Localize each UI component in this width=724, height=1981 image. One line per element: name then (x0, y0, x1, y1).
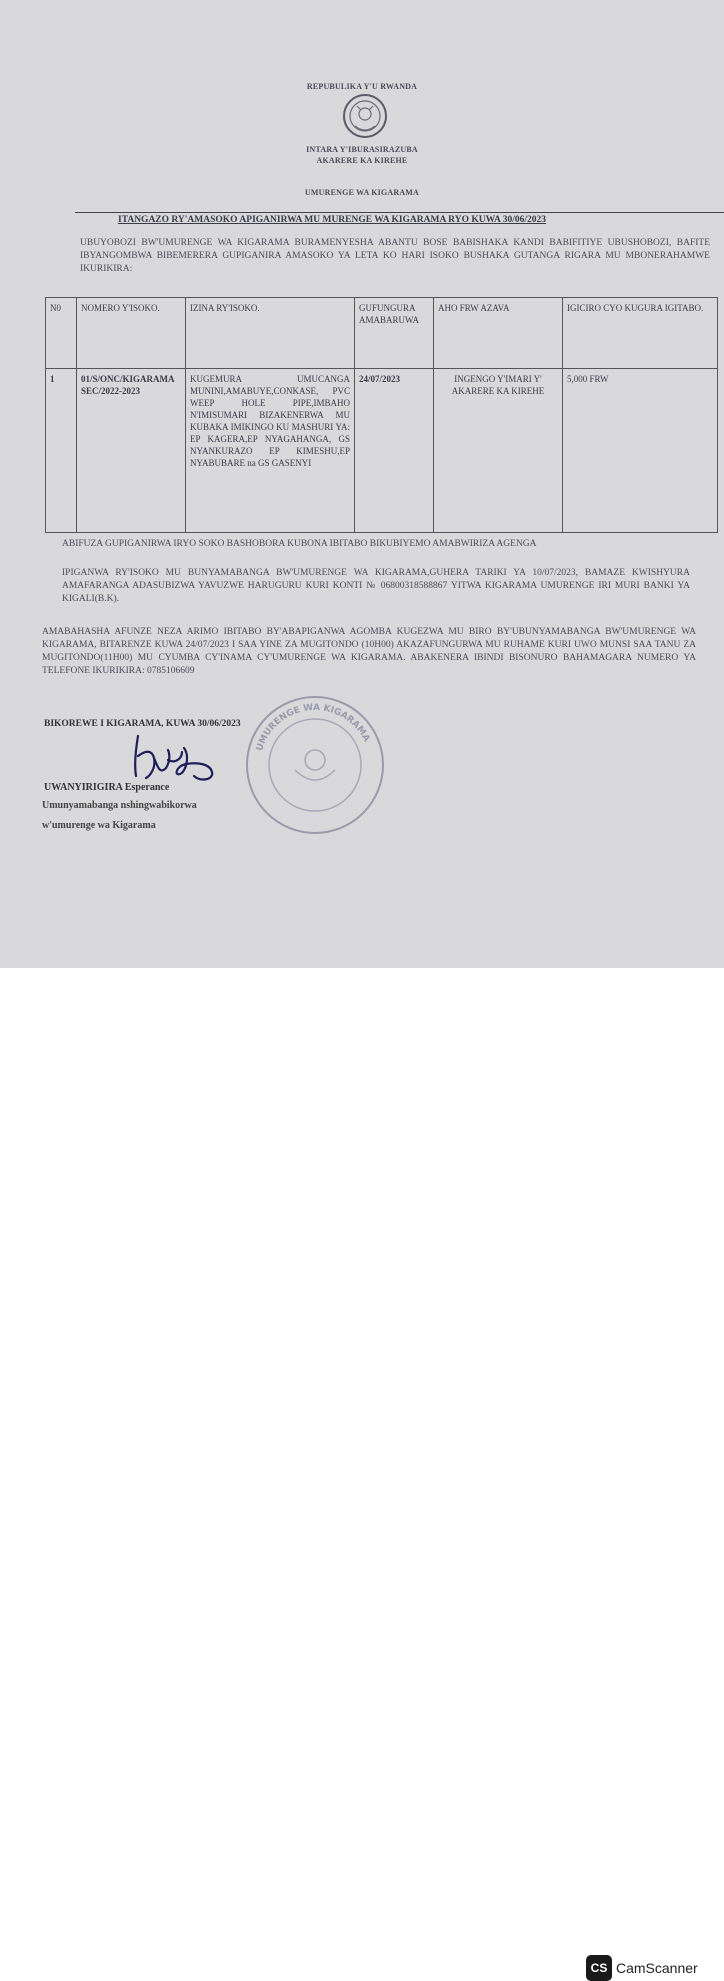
cell-no: 1 (46, 369, 77, 533)
col-header-tender-number: NOMERO Y'ISOKO. (77, 298, 186, 369)
camscanner-brand: CamScanner (616, 1960, 698, 1976)
intro-paragraph: UBUYOBOZI BW'UMURENGE WA KIGARAMA BURAMENYESHA ABANTU BOSE BABISHAKA KANDI BABIFITIYE UBUSHOBOZI, BAFITE IBYANGOMBWA BIBEMERERA GUPIGANIRA AMASOKO YA LETA KO HARI ISOKO BUSHAKA GUTANGA RIGARA MU MBONERAHAMWE IKURIKIRA: (80, 238, 710, 274)
official-stamp-icon (240, 690, 390, 840)
handwritten-signature-icon (120, 728, 230, 788)
cell-tender-number: 01/S/ONC/KIGARAMA SEC/2022-2023 (77, 369, 186, 533)
purchase-paragraph: IPIGANWA RY'ISOKO MU BUNYAMABANGA BW'UMURENGE WA KIGARAMA,GUHERA TARIKI YA 10/07/2023, BAMAZE KWISHYURA AMAFARANGA ADASUBIZWA YAVUZWE HARUGURU KURI KONTI № 06800318588867 YITWA KIGARAMA UMURENGE IRI MURI BANKI YA KIGALI(B.K). (62, 568, 690, 604)
cell-opening-date: 24/07/2023 (355, 369, 434, 533)
header-district: AKARERE KA KIREHE (316, 156, 408, 165)
cell-funding-source: INGENGO Y'IMARI Y' AKARERE KA KIREHE (434, 369, 563, 533)
header-sector: UMURENGE WA KIGARAMA (304, 188, 420, 197)
scanner-footer (0, 968, 724, 1976)
signatory-title-line2: w'umurenge wa Kigarama (42, 820, 156, 831)
title-rule (75, 212, 724, 213)
cell-tender-name: KUGEMURA UMUCANGA MUNINI,AMABUYE,CONKASE, PVC WEEP HOLE PIPE,IMBAHO N'IMISUMARI BIZAKENERWA MU KUBAKA IMIKINGO KU MASHURI YA: EP KAGERA,EP NYAGAHANGA, GS NYANKURAZO EP KIMESHU,EP NYABUBARE na GS GASENYI (186, 369, 355, 533)
signatory-name: UWANYIRIGIRA Esperance (44, 782, 170, 793)
submission-paragraph: AMABAHASHA AFUNZE NEZA ARIMO IBITABO BY'ABAPIGANWA AGOMBA KUGEZWA MU BIRO BY'UBUNYAMABANGA BW'UMURENGE WA KIGARAMA, BITARENZE KUWA 24/07/2023 I SAA YINE ZA MUGITONDO (10H00) AKAZAFUNGURWA MU RUHAME KURI UWO MUNSI SAA TANU ZA MUGITONDO(11H00) MU CYUMBA CY'INAMA CY'UMURENGE WA KIGARAMA. ABAKENERA IBINDI BISONURO BAHAMAGARA NUMERO YA TELEFONE IKURIKIRA: 0785106609 (42, 627, 696, 676)
note-line: ABIFUZA GUPIGANIRWA IRYO SOKO BASHOBORA KUBONA IBITABO BIKUBIYEMO AMABWIRIZA AGENGA (62, 539, 537, 549)
stamp-text: UMURENGE WA KIGARAMA (254, 702, 372, 753)
header-province: INTARA Y'IBURASIRAZUBA (306, 145, 418, 154)
header-republic: REPUBULIKA Y'U RWANDA (306, 82, 418, 91)
document-page (0, 0, 724, 968)
col-header-funding: AHO FRW AZAVA (434, 298, 563, 369)
camscanner-logo-icon: CS (586, 1955, 612, 1981)
table-row (46, 369, 718, 533)
table-header-row (46, 298, 718, 369)
place-date: BIKOREWE I KIGARAMA, KUWA 30/06/2023 (44, 719, 241, 729)
tender-table (45, 297, 718, 533)
cell-price: 5,000 FRW (563, 369, 718, 533)
rwanda-emblem-icon (341, 92, 389, 140)
signatory-title-line1: Umunyamabanga nshingwabikorwa (42, 800, 197, 811)
col-header-opening: GUFUNGURA AMABARUWA (355, 298, 434, 369)
col-header-no: N0 (46, 298, 77, 369)
announcement-title: ITANGAZO RY'AMASOKO APIGANIRWA MU MURENGE WA KIGARAMA RYO KUWA 30/06/2023 (118, 215, 547, 225)
col-header-price: IGICIRO CYO KUGURA IGITABO. (563, 298, 718, 369)
col-header-tender-name: IZINA RY'ISOKO. (186, 298, 355, 369)
